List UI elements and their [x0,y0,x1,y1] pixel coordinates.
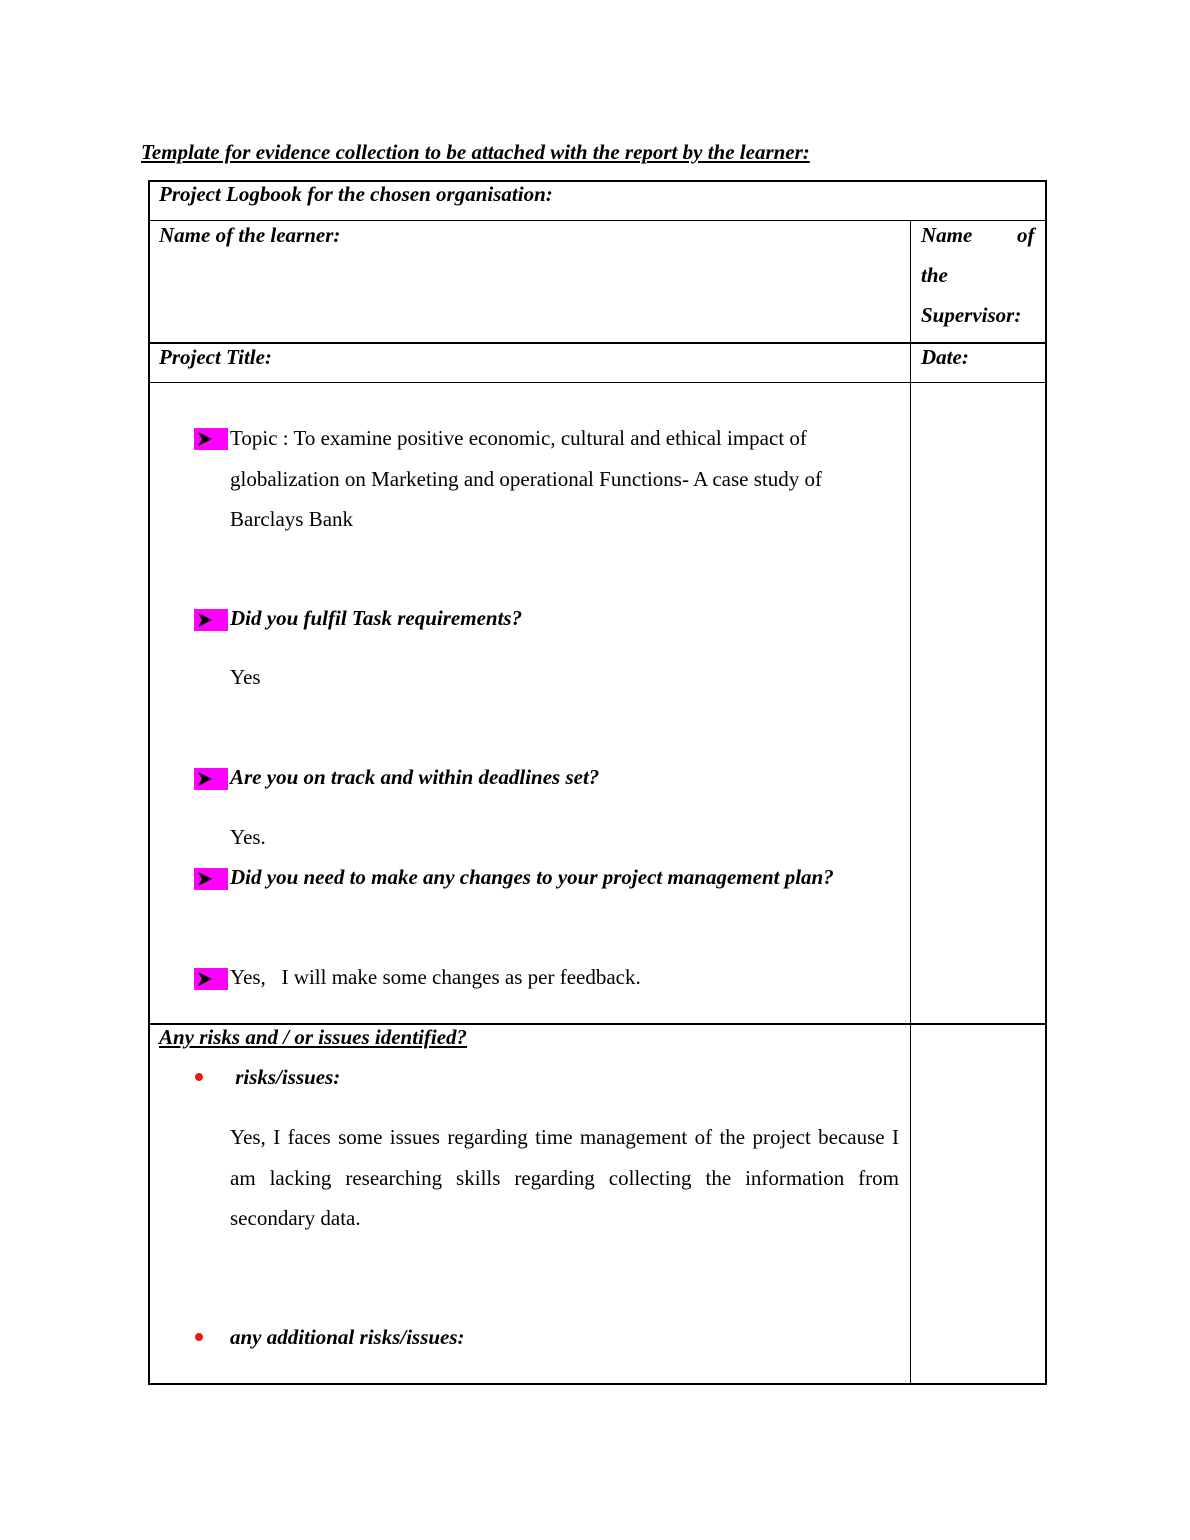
logbook-title: Project Logbook for the chosen organisation: [159,182,553,206]
arrow-bullet-icon [194,868,228,890]
bullet-icon [195,1333,203,1341]
arrow-bullet-icon [194,968,228,990]
topic-text: Topic : To examine positive economic, cultural and ethical impact of globalization on Marketing and operational Functions- A case study of Barclays Bank [230,426,822,531]
arrow-bullet-icon [194,428,228,450]
column-divider [910,220,911,1385]
supervisor-label-word: the [921,263,948,287]
table-border-right [1045,180,1047,1385]
table-border-left [148,180,150,1385]
question-task-requirements: Did you fulfil Task requirements? [230,606,523,630]
supervisor-label-word: of [1017,223,1035,247]
answer-on-track: Yes. [230,825,266,849]
risks-issues-label: risks/issues: [230,1065,341,1089]
supervisor-label-word: Name [921,223,973,247]
question-plan-changes: Did you need to make any changes to your project management plan? [230,865,834,889]
risks-answer: Yes, I faces some issues regarding time management of the project because I am lacking researching skills regarding collecting the information from secondary data. [230,1125,899,1230]
date-label: Date: [921,345,969,369]
bullet-icon [195,1073,203,1081]
template-heading: Template for evidence collection to be attached with the report by the learner: [141,140,810,164]
table-border-bottom [148,1383,1047,1385]
arrow-bullet-icon [194,768,228,790]
learner-name-label: Name of the learner: [159,223,341,247]
project-logbook-table [148,180,1047,1385]
row-divider [148,342,1047,344]
additional-risks-label: any additional risks/issues: [230,1325,465,1349]
answer-plan-changes: Yes, I will make some changes as per feedback. [230,965,641,989]
risks-heading: Any risks and / or issues identified? [159,1025,468,1049]
answer-task-requirements: Yes [230,665,261,689]
arrow-bullet-icon [194,609,228,631]
row-divider [148,382,1047,383]
supervisor-label-word: Supervisor: [921,303,1022,327]
project-title-label: Project Title: [159,345,272,369]
question-on-track: Are you on track and within deadlines set? [230,765,600,789]
